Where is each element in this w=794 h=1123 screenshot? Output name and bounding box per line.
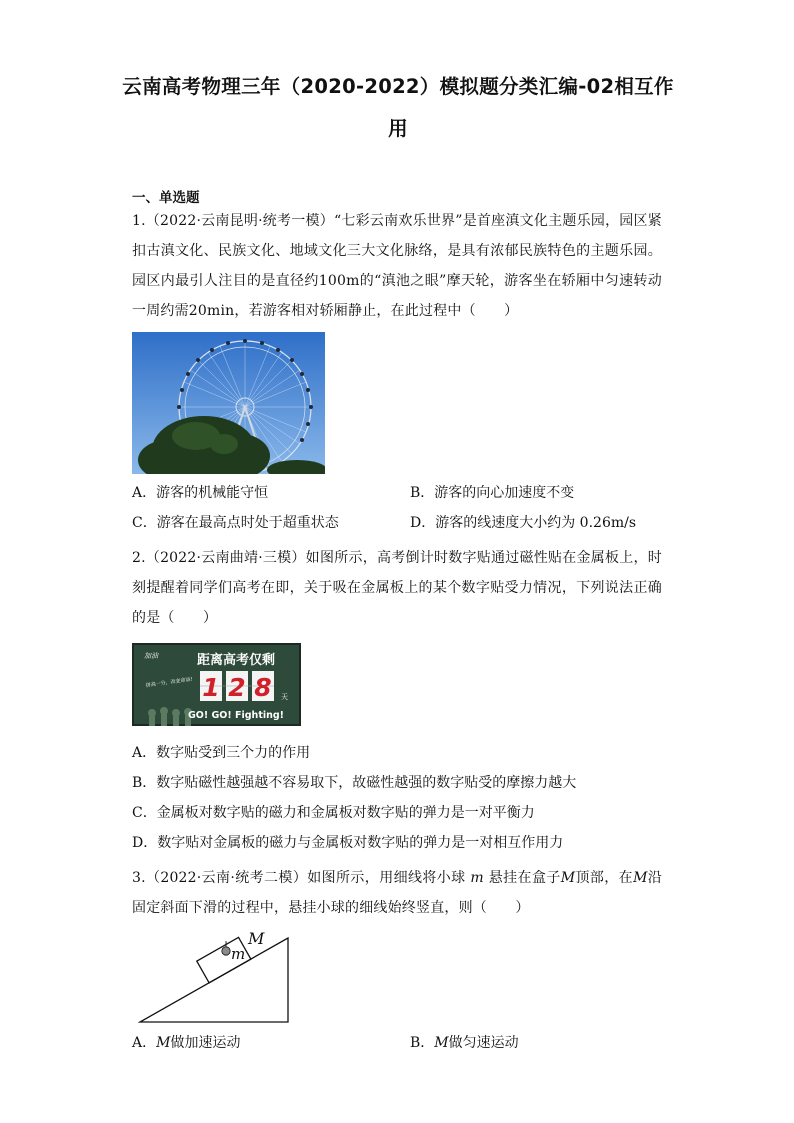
q2-option-a: A．数字贴受到三个力的作用 <box>132 745 311 761</box>
countdown-heading: 距离高考仅剩 <box>196 653 276 668</box>
q3-option-a: A．M做加速运动 <box>132 1035 241 1051</box>
q2-option-b: B．数字贴磁性越强越不容易取下，故磁性越强的数字贴受的摩擦力越大 <box>132 775 577 791</box>
q1-option-b: B．游客的向心加速度不变 <box>410 485 575 501</box>
section-heading: 一、单选题 <box>132 190 200 206</box>
question-2-text: 2.（2022·云南曲靖·三模）如图所示，高考倒计时数字贴通过磁性贴在金属板上，时刻提醒着同学们高考在即，关于吸在金属板上的某个数字贴受力情况，下列说法正确的是（ ） <box>132 550 662 626</box>
q2-option-d: D．数字贴对金属板的磁力与金属板对数字贴的弹力是一对相互作用力 <box>132 835 564 851</box>
question-1-text: 1.（2022·云南昆明·统考一模）“七彩云南欢乐世界”是首座滇文化主题乐园，园区紧扣古滇文化、民族文化、地域文化三大文化脉络，是具有浓郁民族特色的主题乐园。园区内最引人注目的是直径约100m的“滇池之眼”摩天轮，游客坐在轿厢中匀速转动一周约需20min，若游客相对轿厢静止，在此过程中（ ） <box>132 213 662 319</box>
var-m: m <box>470 870 484 886</box>
countdown-logo: 加油 <box>144 652 158 660</box>
q3-option-b: B．M做匀速运动 <box>410 1035 519 1051</box>
label-M: M <box>248 929 265 948</box>
q1-option-c: C．游客在最高点时处于超重状态 <box>132 515 339 531</box>
countdown-digit-3: 8 <box>254 673 272 702</box>
var-M: M <box>560 870 576 886</box>
countdown-digit-1: 1 <box>202 673 220 702</box>
q1-option-a: A．游客的机械能守恒 <box>132 485 269 501</box>
page-title: 云南高考物理三年（2020-2022）模拟题分类汇编-02相互作用 <box>122 75 674 140</box>
ferris-wheel-photo <box>132 332 325 474</box>
q1-option-d: D．游客的线速度大小约为 0.26m/s <box>410 515 637 531</box>
countdown-handwriting: 拼高一分，改变命运! <box>145 676 193 689</box>
var-M-2: M <box>633 870 648 886</box>
question-3-text: 3.（2022·云南·统考二模）如图所示，用细线将小球 m 悬挂在盒子M顶部，在M沿固定斜面下滑的过程中，悬挂小球的细线始终竖直，则（ ） <box>132 870 663 916</box>
countdown-slogan: GO! GO! Fighting! <box>187 710 285 721</box>
incline-diagram <box>136 928 296 1026</box>
countdown-digit-2: 2 <box>228 673 246 702</box>
q2-option-c: C．金属板对数字贴的磁力和金属板对数字贴的弹力是一对平衡力 <box>132 805 535 821</box>
countdown-poster <box>132 643 301 726</box>
label-m: m <box>231 945 246 963</box>
countdown-unit: 天 <box>281 693 288 701</box>
